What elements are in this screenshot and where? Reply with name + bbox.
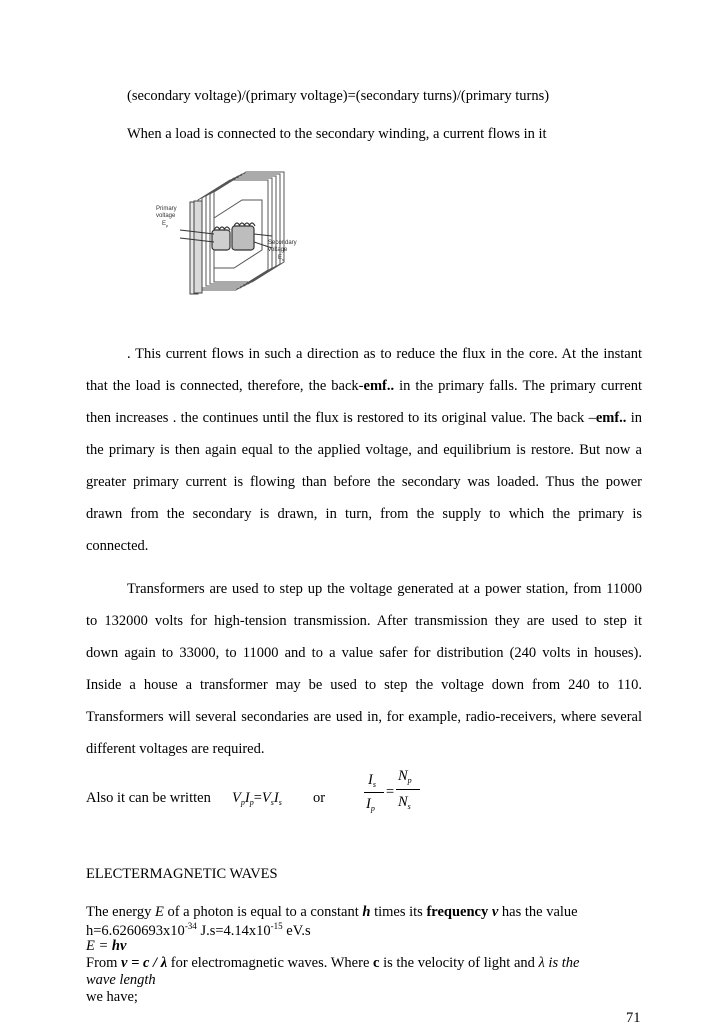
para1-line3: then increases . the continues until the flux is restored to its original value. The back –emf.. in — [86, 410, 642, 426]
load-line: When a load is connected to the secondary winding, a current flows in it — [127, 126, 547, 142]
secondary-label-2: voltage — [268, 247, 288, 253]
para1-line4: the primary is then again equal to the applied voltage, and equilibrium is restore. But now a — [86, 442, 642, 458]
para2-line3: down again to 33000, to 11000 and to a value safer for distribution (240 volts in houses). — [86, 645, 642, 661]
power-equation: $V_pI_p=V_sI_s$ — [232, 790, 282, 807]
primary-label-3: E — [162, 221, 167, 227]
current-fraction-den: $I_p$ — [366, 796, 375, 813]
ratio-line: (secondary voltage)/(primary voltage)=(secondary turns)/(primary turns) — [127, 88, 550, 104]
turns-fraction-num: $N_p$ — [398, 768, 412, 785]
energy-line3: E = hv — [86, 938, 127, 954]
fraction-equals: = — [386, 784, 395, 800]
also-text: Also it can be written — [86, 790, 211, 806]
para1-line7: connected. — [86, 538, 149, 554]
para2-line6: different voltages are required. — [86, 741, 265, 757]
or-text: or — [313, 790, 326, 806]
secondary-label-3-sub: s — [282, 257, 284, 262]
primary-label-1: Primary — [156, 206, 177, 212]
para2-line1: Transformers are used to step up the voltage generated at a power station, from 11000 — [127, 581, 642, 597]
para1-line1: . This current flows in such a direction as to reduce the flux in the core. At the instant — [127, 346, 642, 362]
energy-line1: The energy E of a photon is equal to a constant h times its frequency v has the value — [86, 904, 578, 920]
fraction-bar-left — [364, 792, 384, 793]
transformer-drawing — [150, 168, 310, 318]
para1-line2: that the load is connected, therefore, the back-emf.. in the primary falls. The primary current — [86, 378, 642, 394]
section-heading: ELECTERMAGNETIC WAVES — [86, 866, 278, 882]
transformer-figure — [150, 168, 310, 318]
para2-line4: Inside a house a transformer may be used to step the voltage down from 240 to 110. — [86, 677, 642, 693]
para2-line5: Transformers will several secondaries are used in, for example, radio-receivers, where several — [86, 709, 642, 725]
turns-fraction-den: $N_s$ — [398, 794, 411, 811]
primary-label-2: voltage — [156, 213, 176, 219]
energy-line2: $h=6.6260693x10^{-34}$ $J.s=4.14x10^{-15}$ eV.s — [86, 921, 311, 939]
para1-line5: greater primary current is flowing than before the secondary was loaded. Thus the power — [86, 474, 642, 490]
energy-line5: wave length — [86, 972, 156, 988]
current-fraction-num: $I_s$ — [368, 772, 376, 789]
energy-line6: we have; — [86, 989, 138, 1005]
para1-line6: drawn from the secondary is drawn, in turn, from the supply to which the primary is — [86, 506, 642, 522]
energy-line4: From v = c / λ for electromagnetic waves. Where c is the velocity of light and λ is the — [86, 955, 580, 971]
primary-label-3-sub: p — [166, 223, 169, 228]
secondary-label-1: Secondary — [268, 240, 297, 246]
para2-line2: to 132000 volts for high-tension transmission. After transmission they are used to step it — [86, 613, 642, 629]
secondary-label-3: E — [278, 255, 283, 261]
page-number: 71 — [626, 1010, 641, 1026]
fraction-bar-right — [396, 789, 420, 790]
